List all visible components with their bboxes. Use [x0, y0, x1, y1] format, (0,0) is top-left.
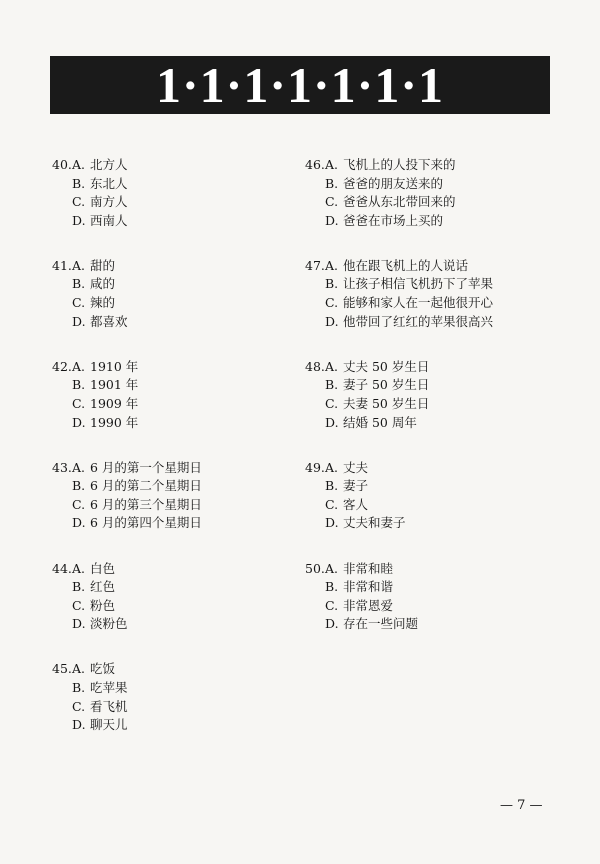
option-letter: A. — [72, 358, 86, 374]
option-letter: A. — [325, 257, 339, 273]
answer-option — [52, 275, 302, 294]
answer-option — [305, 615, 555, 634]
option-letter: A. — [72, 459, 86, 475]
answer-option — [52, 212, 302, 231]
option-letter: D. — [72, 212, 86, 228]
question-number — [305, 275, 325, 294]
question-number — [52, 414, 72, 433]
question-number — [305, 414, 325, 433]
option-letter: D. — [325, 313, 339, 329]
option-text: 结婚 50 周年 — [343, 414, 417, 430]
question-number — [305, 496, 325, 515]
option-text: 丈夫 — [343, 459, 369, 475]
option-text: 1909 年 — [90, 395, 139, 411]
answer-option — [305, 175, 555, 194]
option-letter: D. — [72, 515, 86, 531]
option-letter: D. — [325, 414, 339, 430]
answer-option — [52, 679, 302, 698]
question-spacer — [52, 533, 302, 560]
question-40 — [52, 156, 302, 230]
question-number — [52, 578, 72, 597]
answer-option — [305, 477, 555, 496]
option-letter: A. — [72, 257, 86, 273]
option-letter: A. — [325, 459, 339, 475]
option-text: 1901 年 — [90, 377, 139, 393]
option-letter: D. — [325, 515, 339, 531]
question-number — [305, 597, 325, 616]
answer-option — [305, 459, 555, 478]
answer-option — [52, 716, 302, 735]
question-42 — [52, 358, 302, 432]
option-text: 他在跟飞机上的人说话 — [343, 257, 469, 273]
left-question-column — [52, 156, 302, 735]
option-letter: A. — [325, 157, 339, 172]
option-letter: A. — [325, 358, 339, 374]
option-text: 1910 年 — [90, 358, 139, 374]
question-number — [52, 395, 72, 414]
option-text: 6 月的第四个星期日 — [90, 515, 202, 531]
question-number — [52, 376, 72, 395]
answer-option — [305, 358, 555, 377]
question-50 — [305, 560, 555, 634]
question-number — [52, 275, 72, 294]
option-text: 能够和家人在一起他很开心 — [343, 295, 494, 311]
question-number — [52, 597, 72, 616]
option-letter: A. — [72, 560, 86, 576]
answer-option — [52, 578, 302, 597]
option-letter: B. — [72, 478, 86, 494]
option-text: 红色 — [90, 579, 116, 595]
answer-option — [305, 275, 555, 294]
option-letter: C. — [72, 597, 86, 613]
option-letter: C. — [72, 698, 86, 714]
question-number — [52, 477, 72, 496]
answer-option — [305, 496, 555, 515]
option-letter: B. — [325, 579, 339, 595]
option-letter: A. — [72, 157, 86, 172]
option-letter: C. — [72, 496, 86, 512]
question-number — [305, 578, 325, 597]
question-number — [52, 496, 72, 515]
option-letter: D. — [72, 313, 86, 329]
question-number — [305, 395, 325, 414]
answer-option — [52, 597, 302, 616]
question-number: 47. — [305, 257, 325, 273]
answer-option — [52, 175, 302, 194]
option-text: 他带回了红红的苹果很高兴 — [343, 313, 494, 329]
question-number: 49. — [305, 459, 325, 475]
question-spacer — [305, 230, 555, 257]
option-text: 北方人 — [90, 157, 128, 172]
option-letter: C. — [325, 395, 339, 411]
option-text: 西南人 — [90, 212, 128, 228]
question-spacer — [305, 331, 555, 358]
option-text: 非常和睦 — [343, 560, 394, 576]
answer-option — [305, 376, 555, 395]
question-number — [52, 313, 72, 332]
option-letter: C. — [325, 295, 339, 311]
answer-option — [52, 376, 302, 395]
option-letter: C. — [325, 496, 339, 512]
option-letter: B. — [325, 276, 339, 292]
option-text: 白色 — [90, 560, 116, 576]
option-text: 南方人 — [90, 194, 128, 210]
question-number: 43. — [52, 459, 72, 475]
option-letter: D. — [72, 616, 86, 632]
option-letter: A. — [72, 661, 86, 677]
question-44 — [52, 560, 302, 634]
answer-option — [52, 193, 302, 212]
question-number — [305, 514, 325, 533]
question-number — [305, 294, 325, 313]
option-text: 都喜欢 — [90, 313, 128, 329]
answer-option — [305, 313, 555, 332]
section-banner: 1·1·1·1·1·1·1 — [50, 56, 550, 114]
answer-option — [52, 660, 302, 679]
option-text: 丈夫 50 岁生日 — [343, 358, 430, 374]
option-text: 吃苹果 — [90, 679, 128, 695]
question-47 — [305, 257, 555, 331]
question-number: 48. — [305, 358, 325, 374]
option-text: 吃饭 — [90, 661, 116, 677]
answer-option — [52, 156, 302, 175]
option-text: 非常和谐 — [343, 579, 394, 595]
option-text: 看飞机 — [90, 698, 128, 714]
question-number: 40. — [52, 157, 72, 172]
option-letter: B. — [325, 175, 339, 191]
question-number — [52, 193, 72, 212]
option-text: 6 月的第三个星期日 — [90, 496, 202, 512]
question-number — [52, 514, 72, 533]
answer-option — [52, 477, 302, 496]
answer-option — [52, 698, 302, 717]
question-number — [305, 615, 325, 634]
answer-option — [52, 560, 302, 579]
answer-option — [305, 212, 555, 231]
option-letter: C. — [325, 194, 339, 210]
answer-option — [305, 395, 555, 414]
answer-option — [52, 496, 302, 515]
question-spacer — [52, 432, 302, 459]
answer-option — [305, 294, 555, 313]
answer-option — [52, 358, 302, 377]
option-letter: A. — [325, 560, 339, 576]
question-spacer — [52, 230, 302, 257]
question-number: 42. — [52, 358, 72, 374]
question-number: 45. — [52, 661, 72, 677]
option-text: 飞机上的人投下来的 — [343, 157, 456, 172]
option-text: 辣的 — [90, 295, 116, 311]
option-letter: C. — [72, 395, 86, 411]
answer-option — [305, 560, 555, 579]
option-text: 存在一些问题 — [343, 616, 419, 632]
option-letter: B. — [72, 175, 86, 191]
question-number — [305, 212, 325, 231]
option-letter: D. — [72, 414, 86, 430]
answer-option — [305, 514, 555, 533]
option-letter: D. — [325, 212, 339, 228]
question-number — [52, 615, 72, 634]
option-text: 6 月的第二个星期日 — [90, 478, 202, 494]
question-number: 50. — [305, 560, 325, 576]
option-letter: C. — [72, 295, 86, 311]
answer-option — [52, 615, 302, 634]
question-number — [52, 212, 72, 231]
question-spacer — [305, 432, 555, 459]
question-49 — [305, 459, 555, 533]
question-number — [305, 477, 325, 496]
option-letter: B. — [72, 579, 86, 595]
answer-option — [52, 313, 302, 332]
option-text: 夫妻 50 岁生日 — [343, 395, 430, 411]
answer-option — [52, 459, 302, 478]
option-letter: D. — [325, 616, 339, 632]
option-text: 爸爸从东北带回来的 — [343, 194, 456, 210]
option-text: 让孩子相信飞机扔下了苹果 — [343, 276, 494, 292]
question-number — [305, 193, 325, 212]
option-letter: C. — [325, 597, 339, 613]
option-letter: B. — [325, 377, 339, 393]
answer-option — [305, 193, 555, 212]
option-text: 妻子 — [343, 478, 369, 494]
option-text: 非常恩爱 — [343, 597, 394, 613]
question-number — [52, 716, 72, 735]
question-spacer — [52, 634, 302, 661]
question-46 — [305, 156, 555, 230]
question-number — [305, 376, 325, 395]
option-letter: D. — [72, 717, 86, 733]
option-letter: B. — [325, 478, 339, 494]
question-number: 46. — [305, 157, 325, 172]
answer-option — [305, 156, 555, 175]
question-number — [305, 175, 325, 194]
question-number: 41. — [52, 257, 72, 273]
option-letter: C. — [72, 194, 86, 210]
option-text: 6 月的第一个星期日 — [90, 459, 202, 475]
answer-option — [52, 257, 302, 276]
question-48 — [305, 358, 555, 432]
question-number — [52, 698, 72, 717]
right-question-column — [305, 156, 555, 634]
question-spacer — [52, 331, 302, 358]
option-text: 1990 年 — [90, 414, 139, 430]
option-letter: B. — [72, 377, 86, 393]
answer-option — [52, 395, 302, 414]
option-text: 淡粉色 — [90, 616, 128, 632]
question-spacer — [305, 533, 555, 560]
option-text: 爸爸的朋友送来的 — [343, 175, 444, 191]
option-text: 甜的 — [90, 257, 116, 273]
question-43 — [52, 459, 302, 533]
answer-option — [305, 414, 555, 433]
option-letter: B. — [72, 276, 86, 292]
option-text: 客人 — [343, 496, 369, 512]
question-number — [52, 175, 72, 194]
option-text: 爸爸在市场上买的 — [343, 212, 444, 228]
option-text: 聊天儿 — [90, 717, 128, 733]
question-number — [52, 294, 72, 313]
page-number: — 7 — — [500, 798, 543, 813]
answer-option — [305, 578, 555, 597]
answer-option — [305, 597, 555, 616]
option-text: 东北人 — [90, 175, 128, 191]
answer-option — [305, 257, 555, 276]
option-text: 咸的 — [90, 276, 116, 292]
question-45 — [52, 660, 302, 734]
answer-option — [52, 294, 302, 313]
option-text: 丈夫和妻子 — [343, 515, 406, 531]
question-number: 44. — [52, 560, 72, 576]
answer-option — [52, 514, 302, 533]
answer-option — [52, 414, 302, 433]
option-letter: B. — [72, 679, 86, 695]
option-text: 粉色 — [90, 597, 116, 613]
question-41 — [52, 257, 302, 331]
option-text: 妻子 50 岁生日 — [343, 377, 430, 393]
question-number — [52, 679, 72, 698]
question-number — [305, 313, 325, 332]
